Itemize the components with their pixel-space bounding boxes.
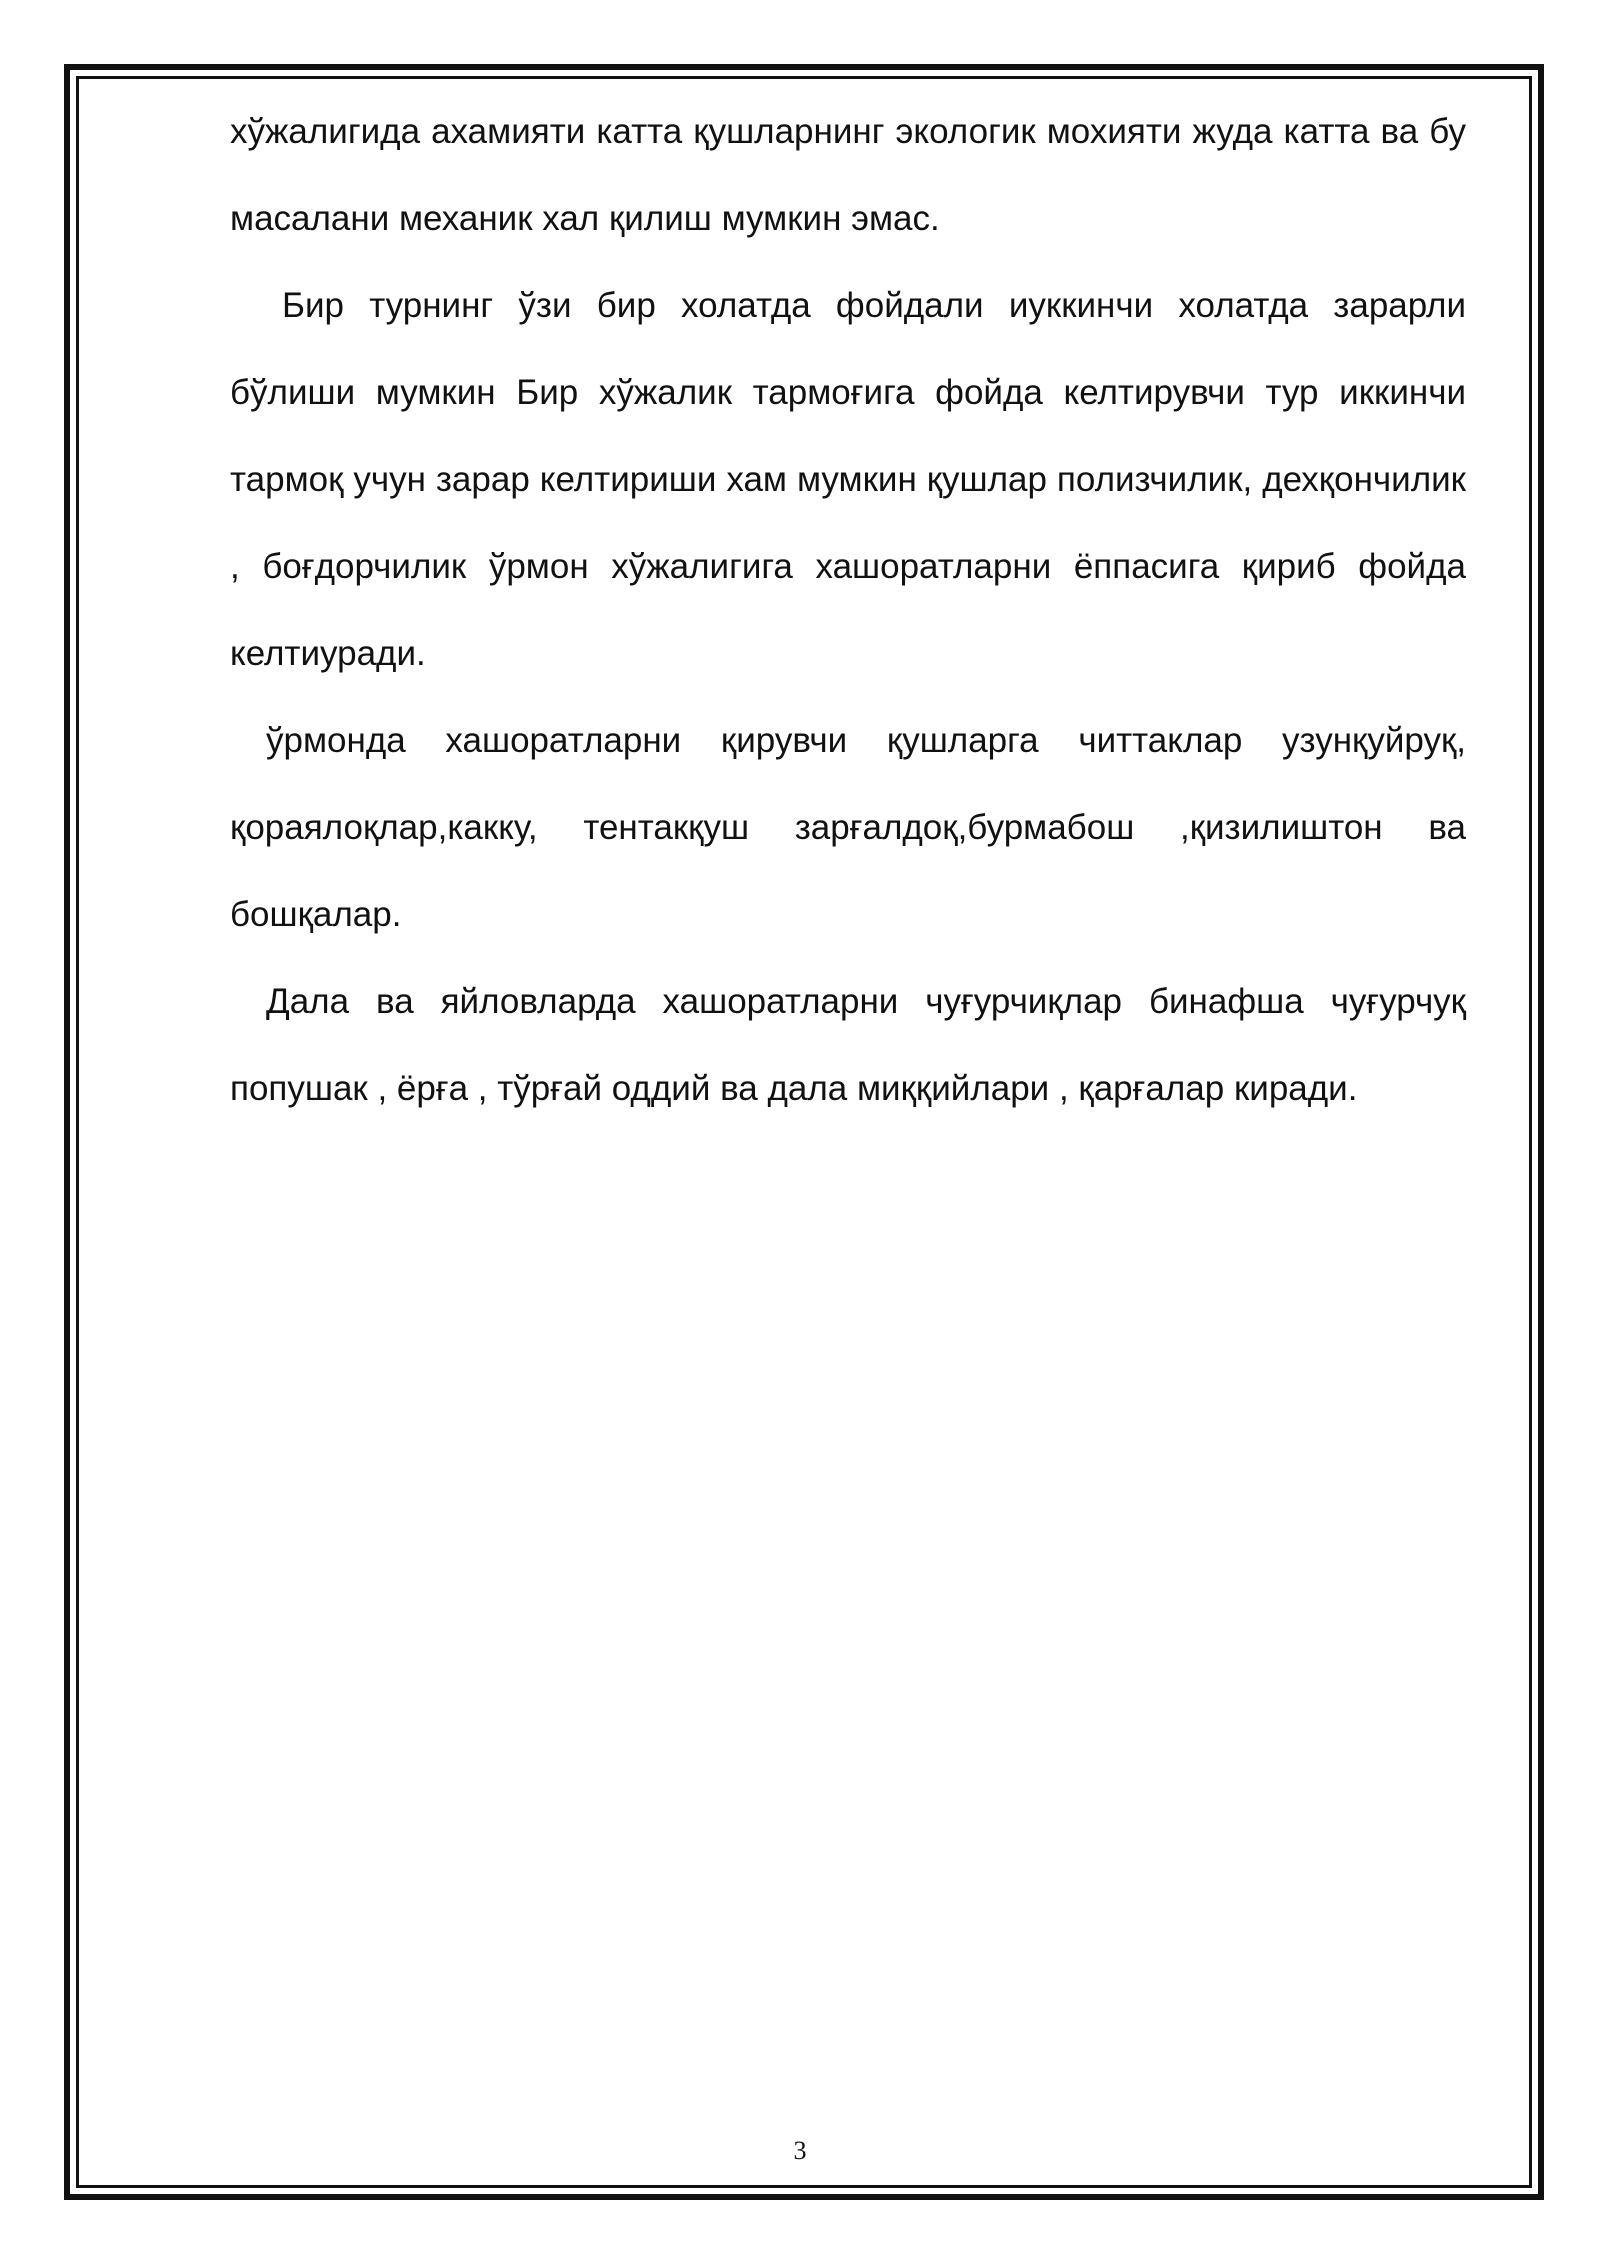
document-body	[230, 88, 1466, 1132]
paragraph-3: ўрмонда хашоратларни қирувчи қушларга читтаклар узунқуйруқ, қораялоқлар,какку, тентакқуш зарғалдоқ,бурмабош ,қизилиштон ва бошқалар.	[230, 721, 1466, 934]
paragraph-1: хўжалигида ахамияти катта қушларнинг экологик мохияти жуда катта ва бу масалани механик хал қилиш мумкин эмас.	[230, 112, 1466, 238]
paragraph-4: Дала ва яйловларда хашоратларни чуғурчиқлар бинафша чуғурчуқ попушак , ёрға , тўрғай оддий ва дала миққийлари , қарғалар киради.	[230, 982, 1466, 1108]
paragraph-2: Бир турнинг ўзи бир холатда фойдали иуккинчи холатда зарарли бўлиши мумкин Бир хўжалик тармоғига фойда келтирувчи тур иккинчи тармоқ учун зарар келтириши хам мумкин қушлар полизчилик, дехқончилик , боғдорчилик ўрмон хўжалигига хашоратларни ёппасига қириб фойда келтиуради.	[230, 286, 1466, 673]
page-number: 3	[793, 2136, 807, 2165]
